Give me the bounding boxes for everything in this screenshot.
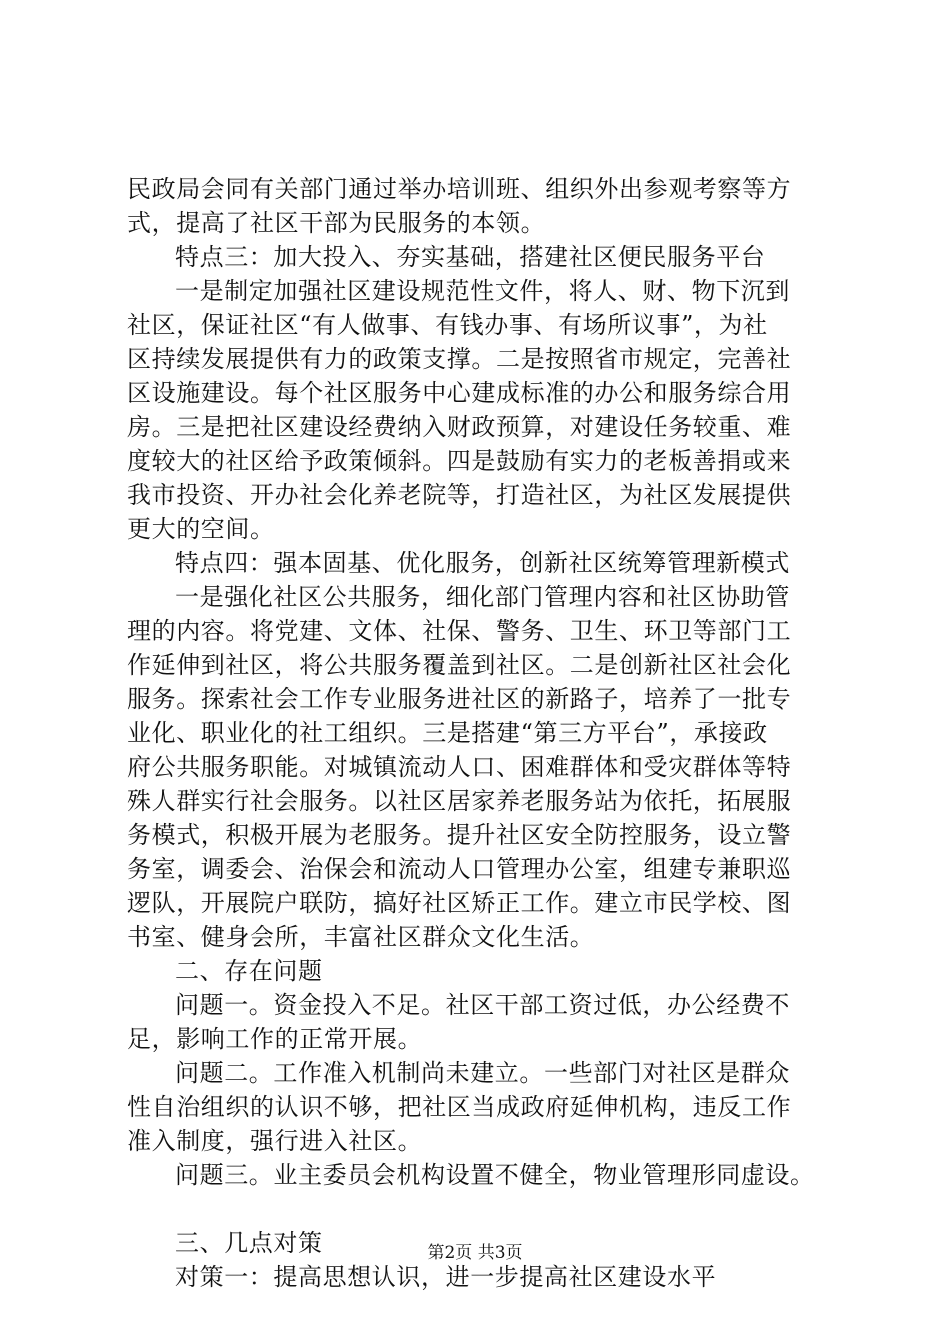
text-line: 区持续发展提供有力的政策支撑。二是按照省市规定，完善社 — [127, 345, 792, 373]
text-line: 书室、健身会所，丰富社区群众文化生活。 — [127, 923, 595, 951]
text-line: 逻队，开展院户联防，搞好社区矫正工作。建立市民学校、图 — [127, 889, 792, 917]
text-line: 民政局会同有关部门通过举办培训班、组织外出参观考察等方 — [127, 175, 792, 203]
text-line: 特点四：强本固基、优化服务，创新社区统筹管理新模式 — [175, 549, 790, 577]
text-line: 我市投资、开办社会化养老院等，打造社区，为社区发展提供 — [127, 481, 792, 509]
page-number-footer: 第2页 共3页 — [427, 1243, 523, 1263]
text-line: 足，影响工作的正常开展。 — [127, 1025, 423, 1053]
text-line: 理的内容。将党建、文体、社保、警务、卫生、环卫等部门工 — [127, 617, 792, 645]
text-line: 更大的空间。 — [127, 515, 275, 543]
text-line: 房。三是把社区建设经费纳入财政预算，对建设任务较重、难 — [127, 413, 792, 441]
text-line: 殊人群实行社会服务。以社区居家养老服务站为依托，拓展服 — [127, 787, 792, 815]
document-body — [127, 172, 847, 1294]
text-line: 三、几点对策 — [175, 1229, 323, 1257]
text-line: 问题二。工作准入机制尚未建立。一些部门对社区是群众 — [175, 1059, 790, 1087]
text-line: 一是强化社区公共服务，细化部门管理内容和社区协助管 — [175, 583, 790, 611]
text-line: 性自治组织的认识不够，把社区当成政府延伸机构，违反工作 — [127, 1093, 792, 1121]
text-line: 对策一：提高思想认识，进一步提高社区建设水平 — [175, 1263, 717, 1291]
text-line: 问题三。业主委员会机构设置不健全，物业管理形同虚设。 — [175, 1161, 815, 1189]
text-line: 务模式，积极开展为老服务。提升社区安全防控服务，设立警 — [127, 821, 792, 849]
text-line: 准入制度，强行进入社区。 — [127, 1127, 423, 1155]
text-line: 服务。探索社会工作专业服务进社区的新路子，培养了一批专 — [127, 685, 792, 713]
text-line: 特点三：加大投入、夯实基础，搭建社区便民服务平台 — [175, 243, 766, 271]
blank-line — [127, 1192, 847, 1226]
text-line: 务室，调委会、治保会和流动人口管理办公室，组建专兼职巡 — [127, 855, 792, 883]
text-line: 问题一。资金投入不足。社区干部工资过低，办公经费不 — [175, 991, 790, 1019]
text-line: 作延伸到社区，将公共服务覆盖到社区。二是创新社区社会化 — [127, 651, 792, 679]
text-line: 式，提高了社区干部为民服务的本领。 — [127, 209, 546, 237]
text-line: 业化、职业化的社工组织。三是搭建“第三方平台”，承接政 — [127, 719, 768, 747]
text-line: 度较大的社区给予政策倾斜。四是鼓励有实力的老板善捐或来 — [127, 447, 792, 475]
text-line: 府公共服务职能。对城镇流动人口、困难群体和受灾群体等特 — [127, 753, 792, 781]
text-line: 一是制定加强社区建设规范性文件，将人、财、物下沉到 — [175, 277, 790, 305]
text-line: 区设施建设。每个社区服务中心建成标准的办公和服务综合用 — [127, 379, 792, 407]
text-line: 二、存在问题 — [175, 957, 323, 985]
text-line: 社区，保证社区“有人做事、有钱办事、有场所议事”，为社 — [127, 311, 768, 339]
